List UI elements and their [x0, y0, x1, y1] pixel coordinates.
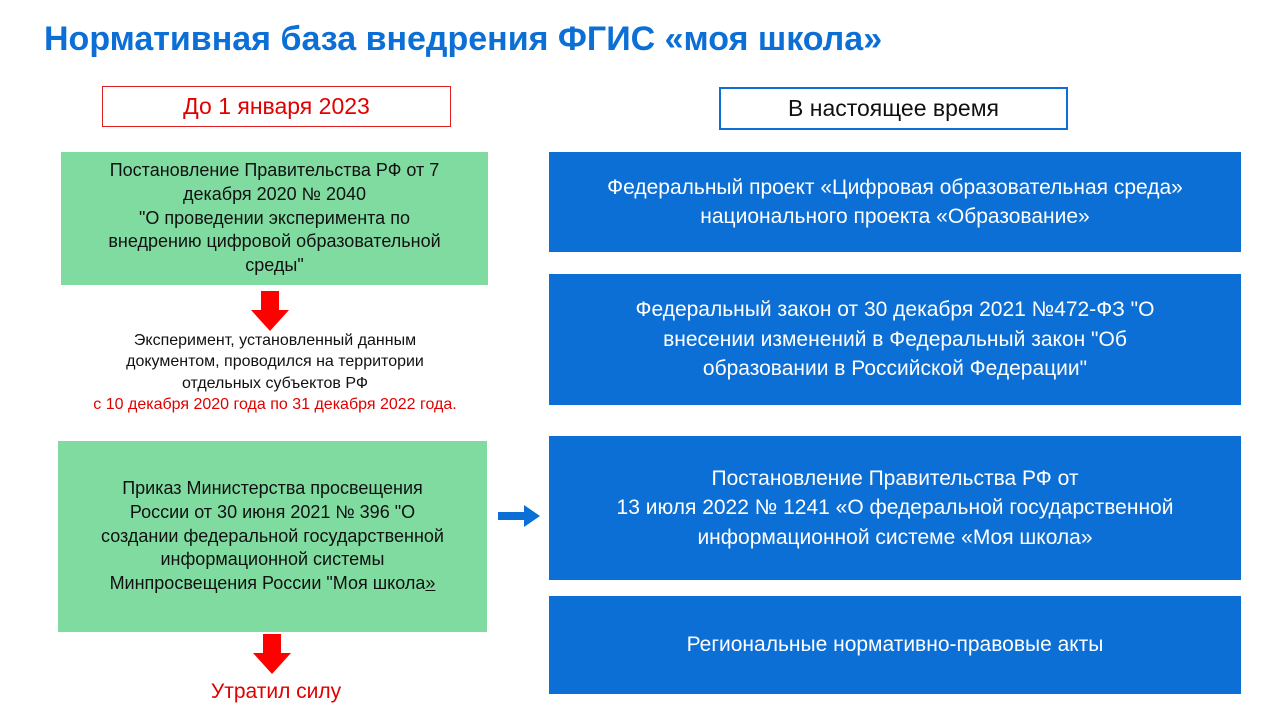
federal-project-box [549, 152, 1241, 252]
federal-project-line: национального проекта «Образование» [700, 205, 1090, 228]
page-title: Нормативная база внедрения ФГИС «моя школа» [44, 20, 883, 58]
experiment-note [40, 330, 510, 416]
federal-law-line: образовании в Российской Федерации" [702, 357, 1088, 381]
regional-acts-line: Региональные нормативно-правовые акты [686, 633, 1104, 657]
down-arrow-icon [253, 634, 291, 674]
decree-1241-line: Постановление Правительства РФ от [711, 466, 1079, 490]
decree-2040-line: декабря 2020 № 2040 [182, 183, 367, 204]
label-present-time: В настоящее время [719, 87, 1068, 130]
experiment-note-line: отдельных субъектов РФ [181, 374, 369, 392]
decree-2040-line: Постановление Правительства РФ от 7 [109, 160, 440, 181]
order-396-last-text: Минпросвещения России "Моя школа [109, 573, 426, 594]
down-arrow-icon [251, 291, 289, 331]
decree-1241-line: информационной системе «Моя школа» [697, 525, 1093, 549]
federal-law-line: внесении изменений в Федеральный закон "Об [663, 327, 1127, 351]
federal-law-line: Федеральный закон от 30 декабря 2021 №472-ФЗ "О [635, 298, 1155, 322]
decree-1241-box [549, 436, 1241, 580]
decree-2040-line: "О проведении эксперимента по [139, 207, 410, 228]
order-396-line: информационной системы [160, 549, 385, 570]
federal-project-line: Федеральный проект «Цифровая образовательная среда» [607, 175, 1183, 199]
label-before-2023: До 1 января 2023 [102, 86, 451, 127]
order-396-line: Приказ Министерства просвещения [122, 478, 423, 499]
federal-law-472-box [549, 274, 1241, 405]
experiment-note-line: Эксперимент, установленный данным [133, 332, 417, 349]
regional-acts-box [549, 596, 1241, 694]
decree-2040-line: внедрению цифровой образовательной [108, 231, 441, 252]
order-396-line: создании федеральной государственной [101, 525, 444, 546]
experiment-dates: с 10 декабря 2020 года по 31 декабря 2022 года. [93, 396, 457, 414]
right-arrow-icon [498, 505, 540, 527]
experiment-note-line: документом, проводился на территории [126, 353, 424, 371]
order-396-closing-quote: » [425, 573, 436, 594]
decree-2040-line: среды" [245, 255, 304, 276]
order-396-line: России от 30 июня 2021 № 396 "О [129, 501, 416, 522]
lost-force-label: Утратил силу [210, 680, 342, 703]
decree-2040-box [61, 152, 488, 285]
decree-1241-line: 13 июля 2022 № 1241 «О федеральной государственной [616, 496, 1174, 520]
order-396-last-line [101, 572, 444, 596]
order-396-box [58, 441, 487, 632]
